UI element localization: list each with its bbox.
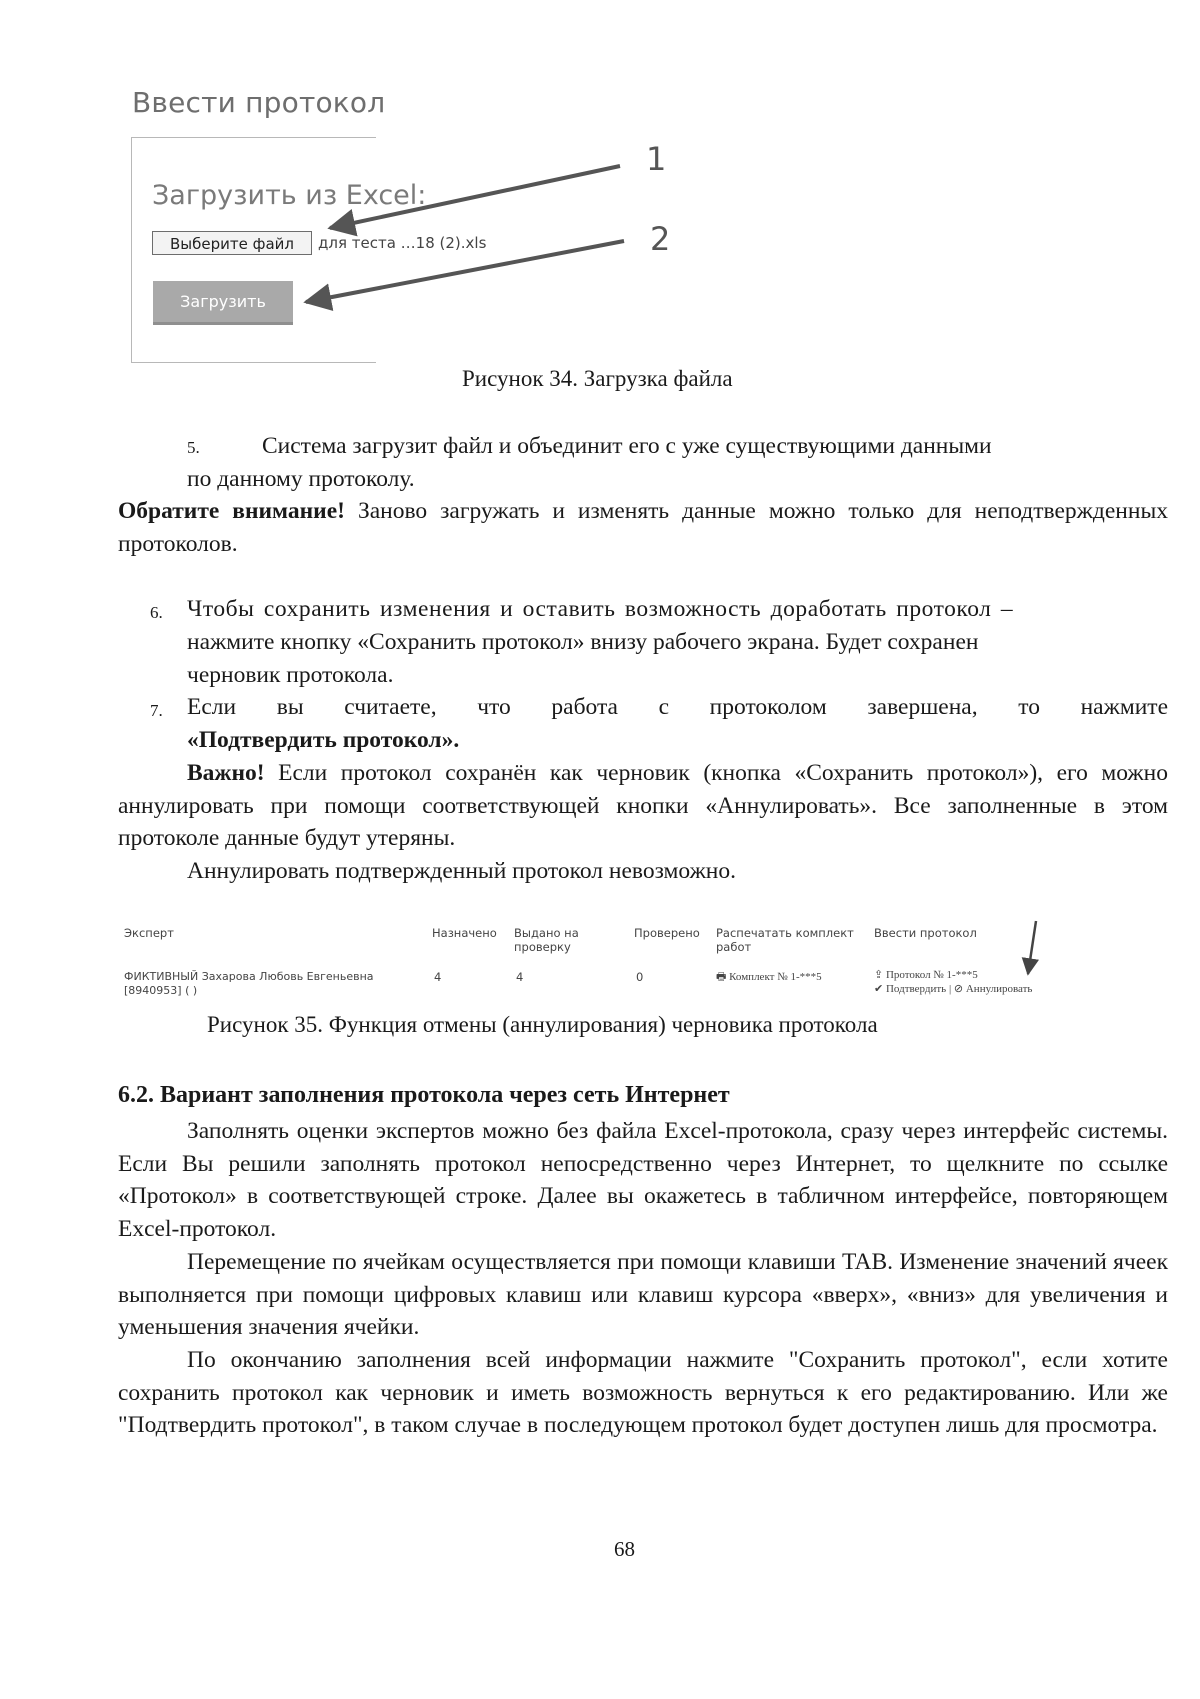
- page-number: 68: [614, 1537, 635, 1561]
- choose-file-button[interactable]: Выберите файл: [152, 231, 312, 255]
- col-header-expert: Эксперт: [124, 926, 174, 940]
- col-header-enter: Ввести протокол: [874, 926, 977, 940]
- cancel-link[interactable]: [954, 983, 1033, 995]
- important-text: Если протокол сохранён как черновик (кнопка «Сохранить протокол»), его можно аннулировать при помощи соответствующей кнопки «Аннулировать». Все заполненные в этом протоколе данные будут утеряны.: [118, 760, 1168, 851]
- section-paragraph-2: Перемещение по ячейкам осуществляется при помощи клавиши TAB. Изменение значений ячеек выполняется при помощи цифровых клавиш или клавиш курсора «вверх», «вниз» для увеличения и уменьшения значения ячейки.: [118, 1249, 1168, 1340]
- step-6-line1: Чтобы сохранить изменения и оставить возможность доработать протокол –: [187, 596, 1014, 622]
- confirm-link[interactable]: [874, 983, 946, 995]
- kit-link-label: Комплект № 1-***5: [729, 971, 822, 983]
- figure-35-caption: Рисунок 35. Функция отмены (аннулирования) черновика протокола: [207, 1012, 878, 1037]
- step-6-number: 6.: [150, 603, 163, 622]
- figure-34-caption: Рисунок 34. Загрузка файла: [462, 366, 733, 391]
- step-6-line3: черновик протокола.: [187, 662, 394, 688]
- notice-bold: Обратите внимание!: [118, 498, 345, 524]
- notice-text: Заново загружать и изменять данные можно только для неподтвержденных протоколов.: [118, 498, 1168, 557]
- protocol-link[interactable]: [874, 968, 978, 981]
- important-bold: Важно!: [187, 760, 265, 786]
- callout-1: 1: [646, 140, 667, 178]
- expert-name-line2: [8940953] ( ): [124, 984, 198, 997]
- col-header-issued-1: Выдано на: [514, 926, 579, 940]
- cancel-label: Аннулировать: [965, 983, 1033, 995]
- kit-link[interactable]: [716, 968, 822, 987]
- col-header-issued-2: проверку: [514, 940, 571, 954]
- section-heading: 6.2. Вариант заполнения протокола через сеть Интернет: [118, 1082, 730, 1108]
- step-5-number: 5.: [187, 438, 200, 457]
- issued-value: 4: [516, 970, 524, 984]
- expert-name-line1: ФИКТИВНЫЙ Захарова Любовь Евгеньевна: [124, 970, 374, 983]
- down-arrow-icon: [1028, 921, 1036, 974]
- step-7-number: 7.: [150, 701, 163, 720]
- printer-icon: 🖶: [716, 971, 727, 983]
- figure-34-title: Ввести протокол: [132, 86, 386, 119]
- cannot-cancel-paragraph: Аннулировать подтвержденный протокол невозможно.: [187, 858, 737, 884]
- step-7-line1: Если вы считаете, что работа с протоколом завершена, то нажмите: [187, 694, 1168, 720]
- assigned-value: 4: [434, 970, 442, 984]
- col-header-print-2: работ: [716, 940, 752, 954]
- protocol-actions: [874, 982, 1032, 995]
- col-header-print-1: Распечатать комплект: [716, 926, 854, 940]
- upload-icon: ⇪: [874, 969, 884, 981]
- selected-file-name: для теста …18 (2).xls: [318, 234, 487, 252]
- step-5-line2: по данному протоколу.: [187, 466, 415, 492]
- ban-icon: ⊘: [953, 983, 964, 995]
- step-5-line1: Система загрузит файл и объединит его с уже существующими данными: [262, 433, 992, 459]
- action-separator: |: [948, 983, 952, 995]
- confirm-label: Подтвердить: [885, 983, 947, 995]
- upload-button[interactable]: Загрузить: [153, 281, 293, 325]
- check-icon: ✔: [874, 983, 884, 995]
- checked-value: 0: [636, 970, 644, 984]
- protocol-link-label: Протокол № 1-***5: [885, 969, 978, 981]
- confirm-protocol-bold: «Подтвердить протокол».: [187, 727, 460, 753]
- col-header-checked: Проверено: [634, 926, 700, 940]
- callout-2: 2: [650, 220, 671, 258]
- excel-upload-label: Загрузить из Excel:: [152, 180, 427, 211]
- step-6-line2: нажмите кнопку «Сохранить протокол» внизу рабочего экрана. Будет сохранен: [187, 629, 979, 655]
- section-paragraph-1: Заполнять оценки экспертов можно без файла Excel-протокола, сразу через интерфейс системы. Если Вы решили заполнять протокол непосредственно через Интернет, то щелкните по ссылке «Протокол» в соответствующей строке. Далее вы окажетесь в табличном интерфейсе, повторяющем Excel-протокол.: [118, 1118, 1168, 1242]
- col-header-assigned: Назначено: [432, 926, 497, 940]
- section-paragraph-3: По окончанию заполнения всей информации нажмите "Сохранить протокол", если хотите сохранить протокол как черновик и иметь возможность вернуться к его редактированию. Или же "Подтвердить протокол", в таком случае в последующем протокол будет доступен лишь для просмотра.: [118, 1347, 1168, 1438]
